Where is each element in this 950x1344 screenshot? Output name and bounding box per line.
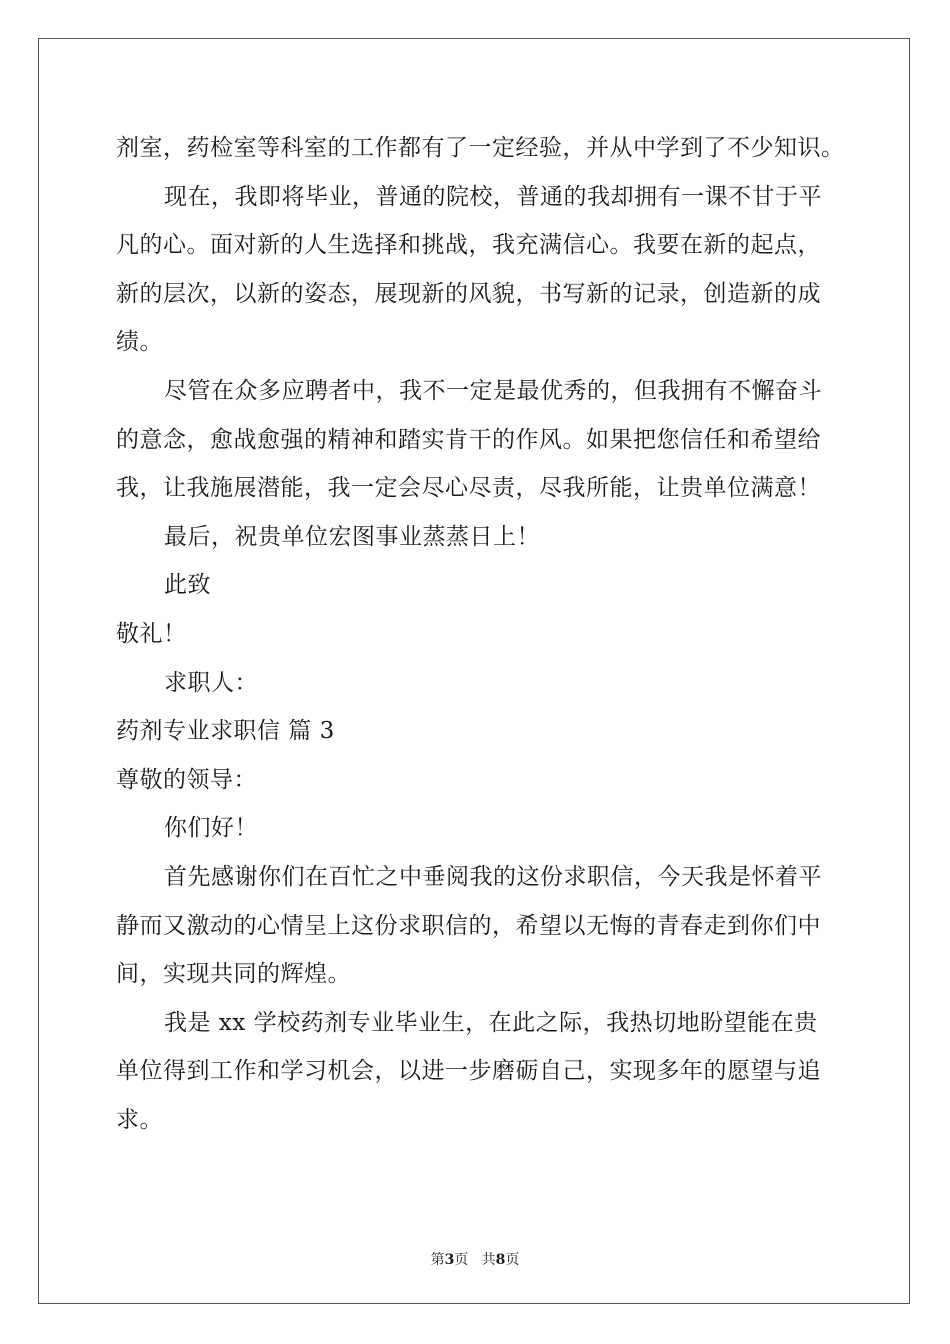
total-page-count: 8 xyxy=(495,1252,506,1268)
text-line: 绩。 xyxy=(116,329,163,356)
page-footer xyxy=(0,1249,950,1269)
text-line: 此致 xyxy=(164,572,211,599)
page-number-suffix: 页 xyxy=(454,1252,469,1268)
text-line: 我是 xx 学校药剂专业毕业生，在此之际，我热切地盼望能在贵 xyxy=(164,1009,818,1036)
text-line: 求。 xyxy=(116,1106,163,1133)
text-line: 尽管在众多应聘者中，我不一定是最优秀的，但我拥有不懈奋斗 xyxy=(164,377,822,404)
text-line: 你们好！ xyxy=(164,815,258,842)
text-line: 最后，祝贵单位宏图事业蒸蒸日上！ xyxy=(164,523,540,550)
text-line: 新的层次，以新的姿态，展现新的风貌，书写新的记录，创造新的成 xyxy=(116,280,821,307)
text-line: 我，让我施展潜能，我一定会尽心尽责，尽我所能，让贵单位满意！ xyxy=(116,475,821,502)
text-line: 剂室，药检室等科室的工作都有了一定经验，并从中学到了不少知识。 xyxy=(116,135,845,161)
text-line: 求职人： xyxy=(164,669,258,696)
text-line: 静而又激动的心情呈上这份求职信的，希望以无悔的青春走到你们中 xyxy=(116,912,821,939)
text-line: 的意念，愈战愈强的精神和踏实肯干的作风。如果把您信任和希望给 xyxy=(116,426,821,453)
text-line: 敬礼！ xyxy=(116,620,187,647)
text-line: 现在，我即将毕业，普通的院校，普通的我却拥有一课不甘于平 xyxy=(164,183,822,210)
document-body xyxy=(116,124,845,1144)
current-page-number: 3 xyxy=(444,1252,455,1268)
text-line: 凡的心。面对新的人生选择和挑战，我充满信心。我要在新的起点， xyxy=(116,232,821,259)
total-pages-suffix: 页 xyxy=(505,1252,520,1268)
text-line: 间，实现共同的辉煌。 xyxy=(116,961,351,988)
text-line: 单位得到工作和学习机会，以进一步磨砺自己，实现多年的愿望与追 xyxy=(116,1058,821,1085)
text-line: 药剂专业求职信 篇 3 xyxy=(116,718,335,745)
total-pages-prefix: 共 xyxy=(481,1252,496,1268)
text-line: 首先感谢你们在百忙之中垂阅我的这份求职信，今天我是怀着平 xyxy=(164,863,822,890)
page-number-prefix: 第 xyxy=(430,1252,445,1268)
text-line: 尊敬的领导： xyxy=(116,766,257,793)
